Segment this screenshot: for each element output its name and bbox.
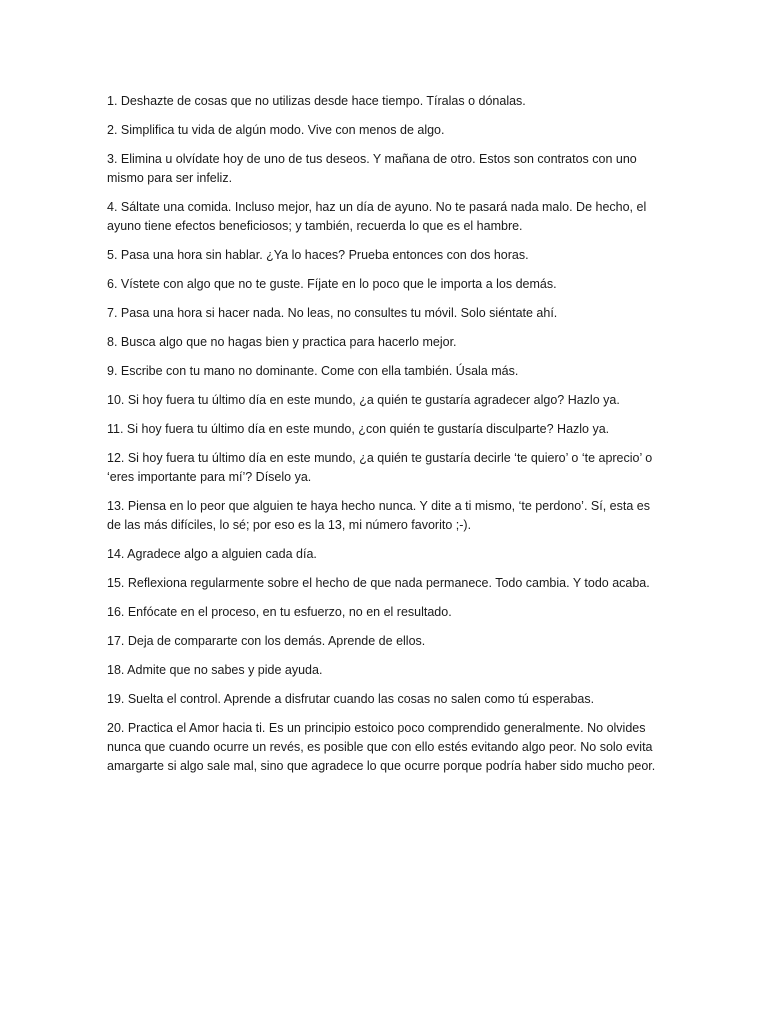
list-item-10: 10. Si hoy fuera tu último día en este mundo, ¿a quién te gustaría agradecer algo? Hazlo ya.	[107, 393, 620, 407]
list-item-6: 6. Vístete con algo que no te guste. Fíjate en lo poco que le importa a los demás.	[107, 277, 557, 291]
list-item-4: 4. Sáltate una comida. Incluso mejor, haz un día de ayuno. No te pasará nada malo. De hecho, el ayuno tiene efectos beneficiosos; y también, recuerda lo que es el hambre.	[107, 200, 647, 233]
list-item-1: 1. Deshazte de cosas que no utilizas desde hace tiempo. Tíralas o dónalas.	[107, 94, 526, 108]
list-item-12: 12. Si hoy fuera tu último día en este mundo, ¿a quién te gustaría decirle ‘te quiero’ o ‘te aprecio’ o ‘eres importante para mí’? Díselo ya.	[107, 451, 653, 484]
list-item-19: 19. Suelta el control. Aprende a disfrutar cuando las cosas no salen como tú esperabas.	[107, 692, 595, 706]
list-item-15: 15. Reflexiona regularmente sobre el hecho de que nada permanece. Todo cambia. Y todo acaba.	[107, 576, 650, 590]
list-item-17: 17. Deja de compararte con los demás. Aprende de ellos.	[107, 634, 426, 648]
list-item-7: 7. Pasa una hora si hacer nada. No leas, no consultes tu móvil. Solo siéntate ahí.	[107, 306, 558, 320]
list-item-14: 14. Agradece algo a alguien cada día.	[107, 547, 317, 561]
list-item-2: 2. Simplifica tu vida de algún modo. Vive con menos de algo.	[107, 123, 445, 137]
list-item-20: 20. Practica el Amor hacia ti. Es un principio estoico poco comprendido generalmente. No olvides nunca que cuando ocurre un revés, es posible que con ello estés evitando algo peor. No solo evita amargarte si algo sale mal, sino que agradece lo que ocurre porque podría haber sido mucho peor.	[107, 721, 656, 773]
list-item-16: 16. Enfócate en el proceso, en tu esfuerzo, no en el resultado.	[107, 605, 452, 619]
list-item-18: 18. Admite que no sabes y pide ayuda.	[107, 663, 323, 677]
list-item-8: 8. Busca algo que no hagas bien y practica para hacerlo mejor.	[107, 335, 457, 349]
list-item-13: 13. Piensa en lo peor que alguien te haya hecho nunca. Y dite a ti mismo, ‘te perdono’. Sí, esta es de las más difíciles, lo sé; por eso es la 13, mi número favorito ;-).	[107, 499, 650, 532]
list-item-3: 3. Elimina u olvídate hoy de uno de tus deseos. Y mañana de otro. Estos son contratos con uno mismo para ser infeliz.	[107, 152, 637, 185]
list-item-5: 5. Pasa una hora sin hablar. ¿Ya lo haces? Prueba entonces con dos horas.	[107, 248, 529, 262]
list-item-11: 11. Si hoy fuera tu último día en este mundo, ¿con quién te gustaría disculparte? Hazlo ya.	[107, 422, 610, 436]
document-page	[107, 92, 667, 786]
list-item-9: 9. Escribe con tu mano no dominante. Come con ella también. Úsala más.	[107, 364, 519, 378]
